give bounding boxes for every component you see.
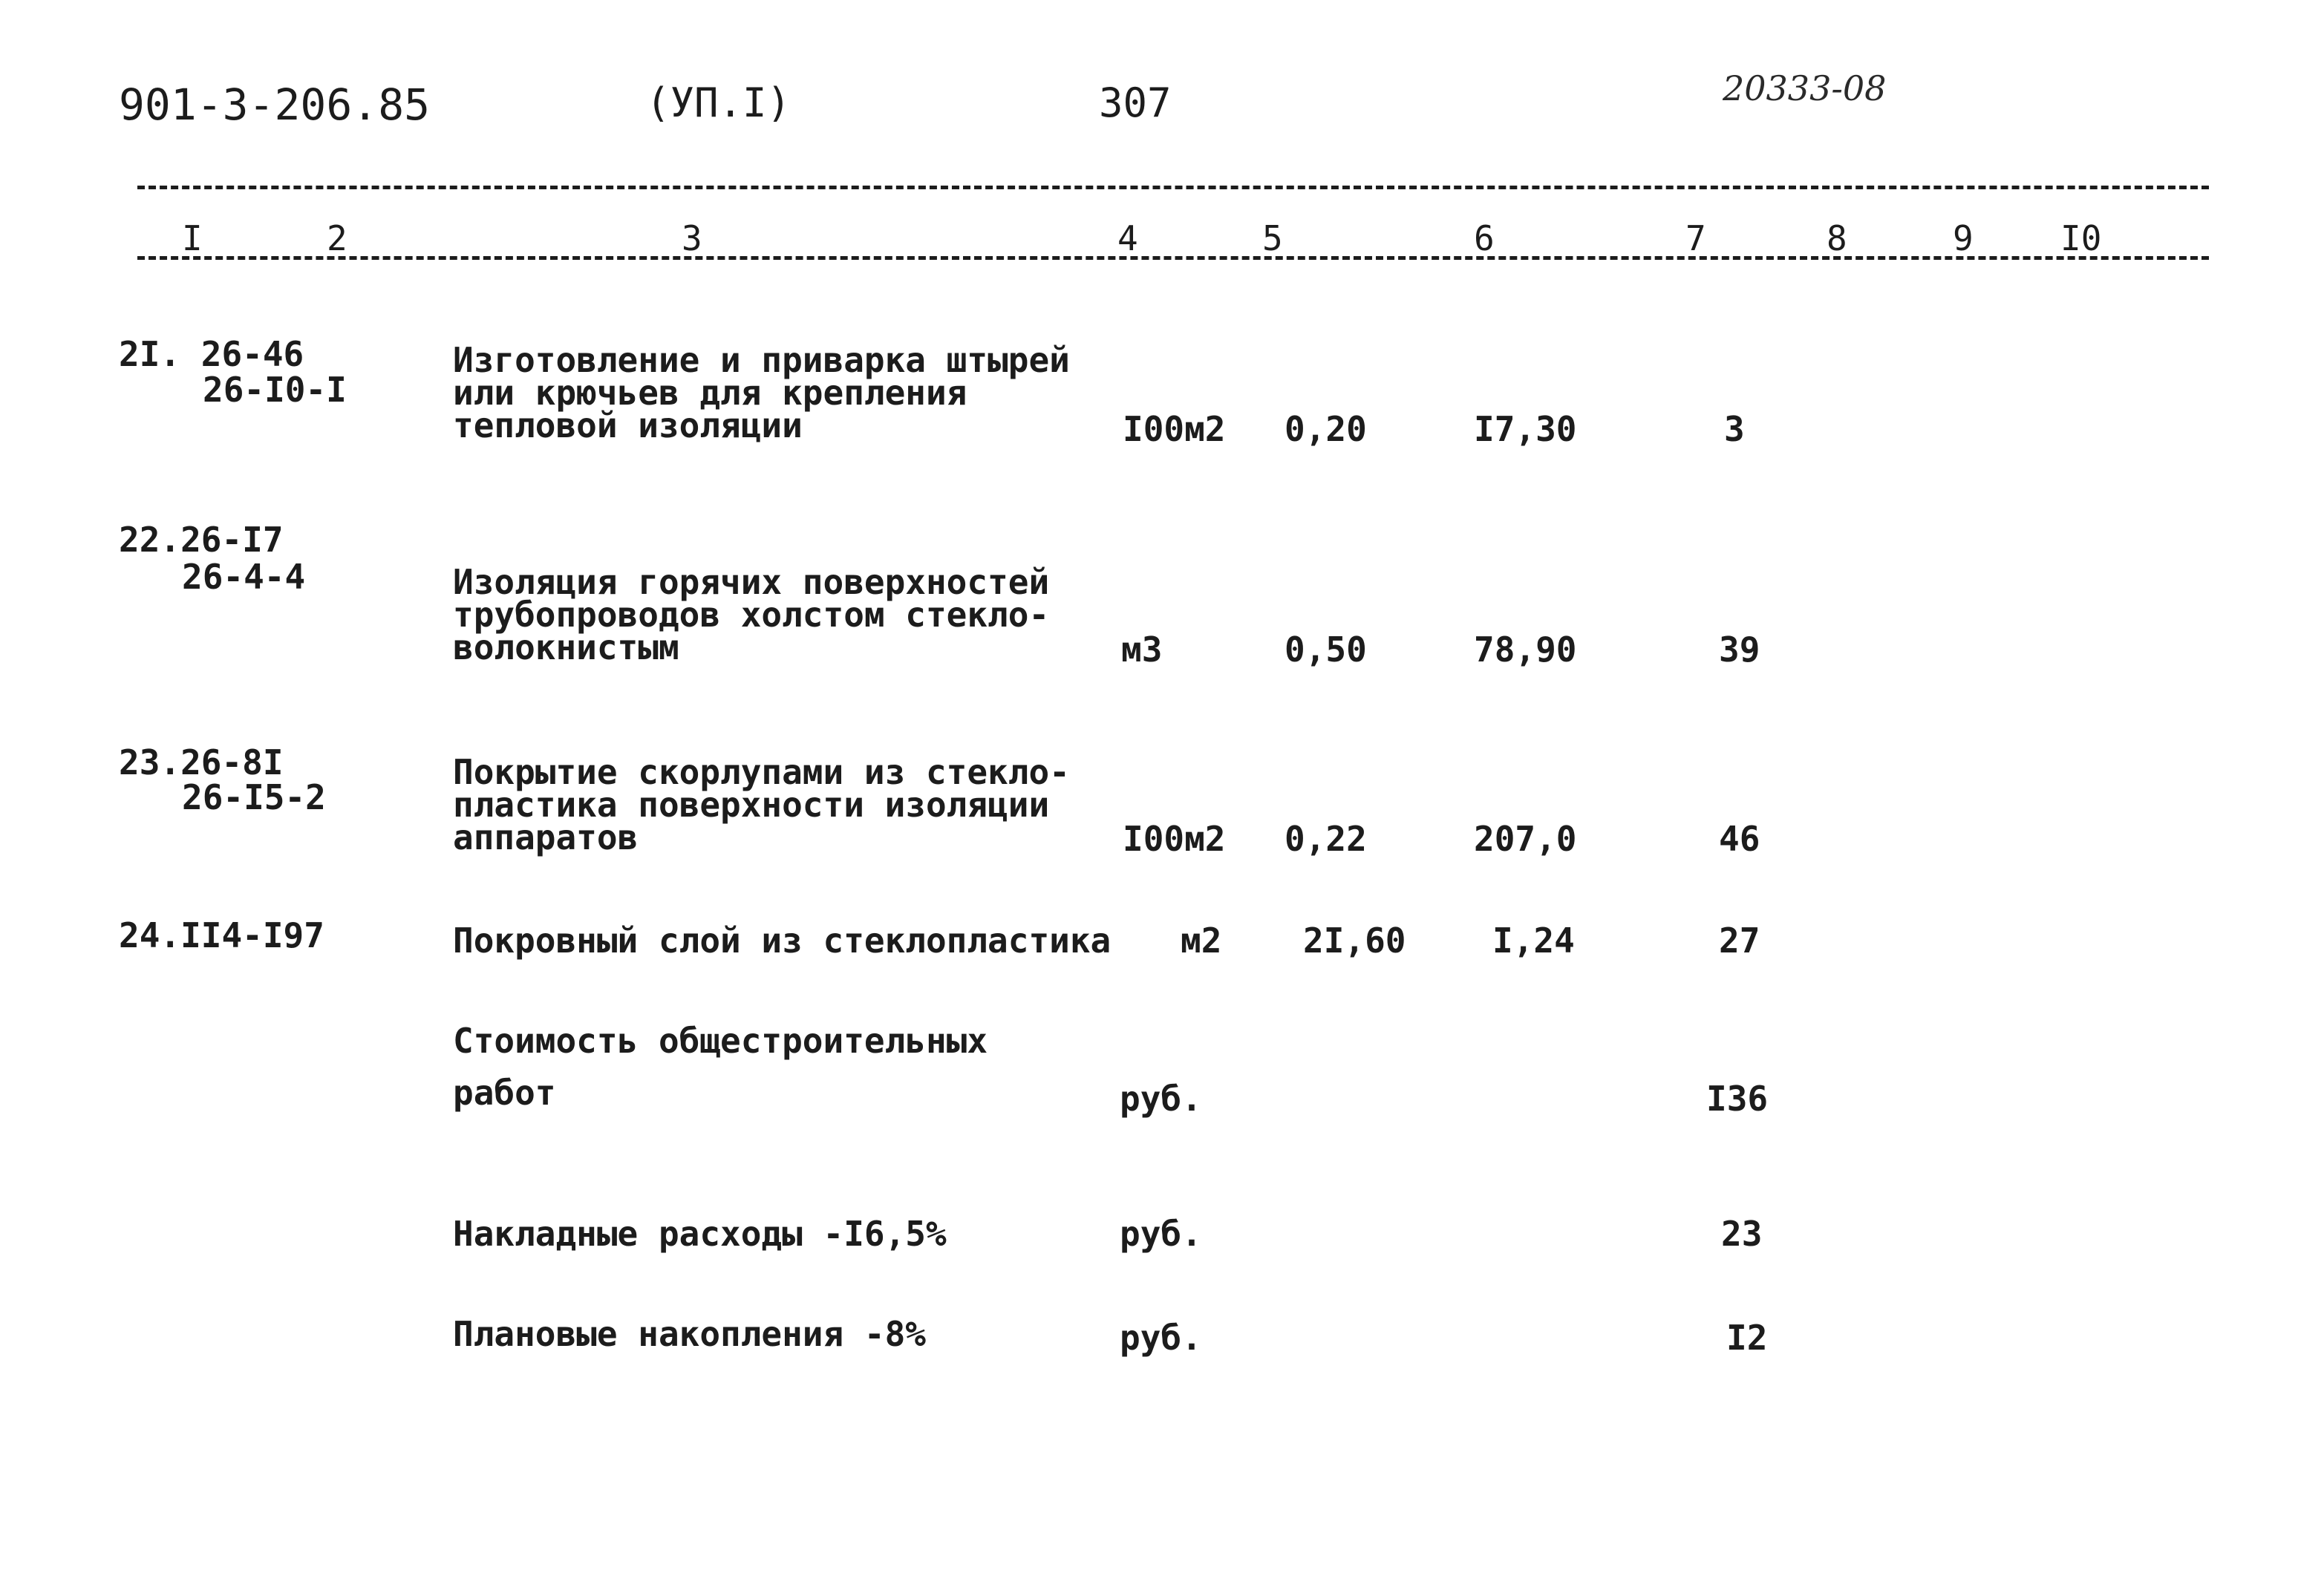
column-number: I <box>182 218 203 258</box>
column-number: 9 <box>1953 218 1974 258</box>
summary-total: I36 <box>1706 1079 1769 1119</box>
row-number-code: 24.II4-I97 <box>119 915 324 955</box>
header-rule <box>137 256 2209 260</box>
row-description-line: трубопроводов холстом стекло- <box>453 595 1050 635</box>
row-unit-price: I,24 <box>1492 921 1575 961</box>
row-quantity: 0,50 <box>1285 630 1367 670</box>
summary-unit: руб. <box>1120 1318 1202 1358</box>
row-description-line: Покровный слой из стеклопластика <box>453 921 1112 961</box>
row-unit-price: 78,90 <box>1474 630 1577 670</box>
column-number: I0 <box>2060 218 2102 258</box>
row-description-line: Изготовление и приварка штырей <box>453 340 1070 380</box>
column-number: 2 <box>327 218 347 258</box>
row-code-secondary: 26-4-4 <box>182 557 306 597</box>
row-unit: I00м2 <box>1123 819 1226 859</box>
summary-total: I2 <box>1726 1318 1768 1358</box>
row-description-line: или крючьев для крепления <box>453 373 967 413</box>
section-code: (УП.I) <box>646 79 791 126</box>
row-unit: I00м2 <box>1123 409 1226 449</box>
column-number: 4 <box>1117 218 1138 258</box>
column-number: 8 <box>1827 218 1847 258</box>
row-code-secondary: 26-I5-2 <box>182 777 326 817</box>
top-rule <box>137 186 2209 189</box>
summary-label-line: работ <box>453 1073 556 1113</box>
row-unit: м3 <box>1121 630 1163 670</box>
summary-label-line: Накладные расходы -I6,5% <box>453 1214 947 1254</box>
column-number: 6 <box>1474 218 1495 258</box>
document-code: 901-3-206.85 <box>119 79 431 130</box>
row-unit-price: I7,30 <box>1474 409 1577 449</box>
page-number: 307 <box>1099 79 1172 126</box>
row-description-line: волокнистым <box>453 627 679 667</box>
row-code-secondary: 26-I0-I <box>203 370 347 410</box>
summary-label-line: Стоимость общестроительных <box>453 1021 988 1061</box>
row-total: 27 <box>1719 921 1760 961</box>
row-quantity: 0,22 <box>1285 819 1367 859</box>
summary-total: 23 <box>1721 1214 1763 1254</box>
row-total: 46 <box>1719 819 1760 859</box>
row-description-line: Покрытие скорлупами из стекло- <box>453 752 1070 792</box>
row-number-code: 23.26-8I <box>119 742 284 782</box>
archive-number: 20333-08 <box>1723 68 1887 108</box>
row-description-line: тепловой изоляции <box>453 405 803 445</box>
row-number-code: 22.26-I7 <box>119 520 284 560</box>
row-unit-price: 207,0 <box>1474 819 1577 859</box>
row-description-line: аппаратов <box>453 817 639 857</box>
summary-unit: руб. <box>1120 1214 1202 1254</box>
row-quantity: 0,20 <box>1285 409 1367 449</box>
row-quantity: 2I,60 <box>1303 921 1406 961</box>
row-total: 3 <box>1724 409 1745 449</box>
row-unit: м2 <box>1181 921 1222 961</box>
column-number: 5 <box>1262 218 1283 258</box>
row-total: 39 <box>1719 630 1760 670</box>
column-number: 7 <box>1685 218 1706 258</box>
row-description-line: Изоляция горячих поверхностей <box>453 562 1050 602</box>
row-description-line: пластика поверхности изоляции <box>453 785 1050 825</box>
summary-label-line: Плановые накопления -8% <box>453 1314 926 1354</box>
row-number-code: 2I. 26-46 <box>119 334 304 374</box>
column-number: 3 <box>682 218 702 258</box>
summary-unit: руб. <box>1120 1079 1202 1119</box>
